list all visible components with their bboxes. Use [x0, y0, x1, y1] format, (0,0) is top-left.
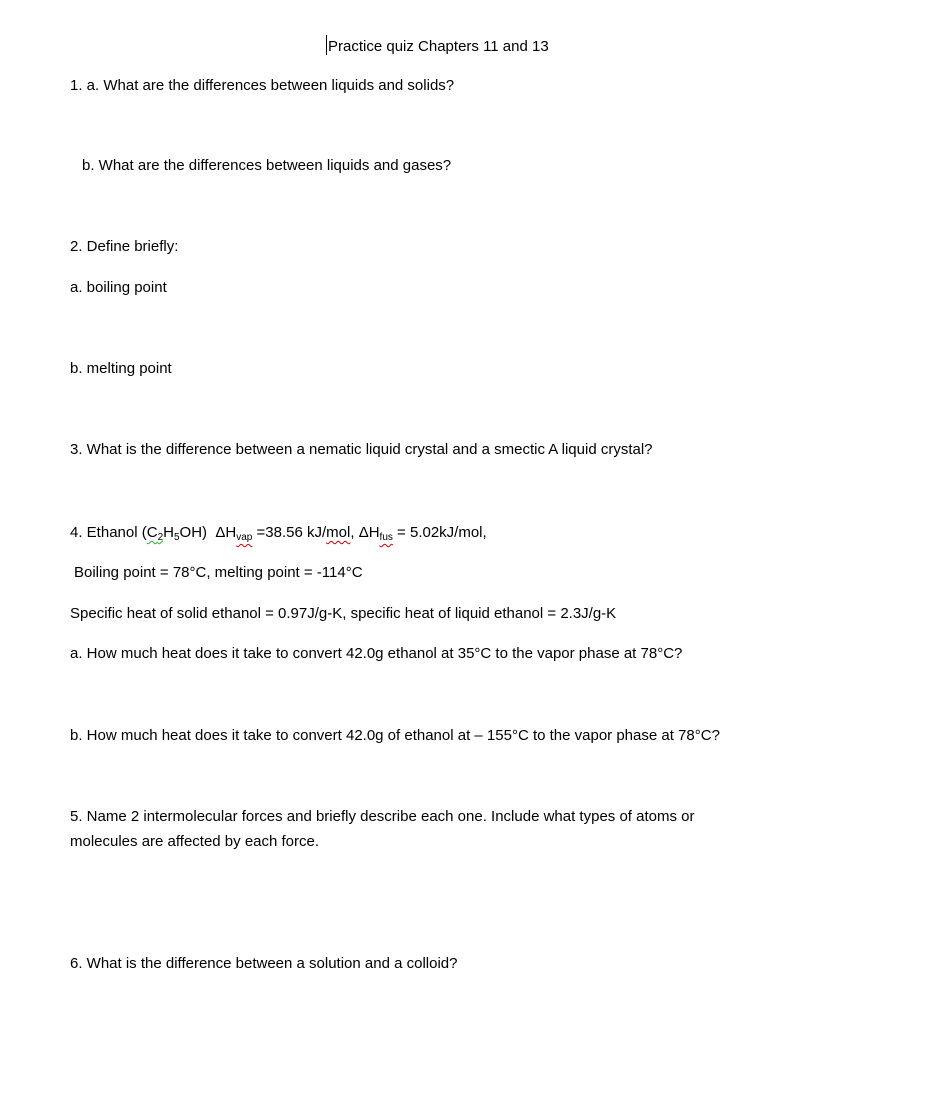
- question-5-line2: molecules are affected by each force.: [70, 833, 320, 850]
- dh-fus-symbol: ΔH: [358, 524, 380, 541]
- question-2b: b. melting point: [70, 360, 172, 377]
- mol-unit: mol: [326, 524, 351, 541]
- question-2a: a. boiling point: [70, 279, 167, 296]
- question-4b: b. How much heat does it take to convert 42.0g of ethanol at – 155°C to the vapor phase at 78°C?: [70, 727, 720, 744]
- dh-fus-value: = 5.02kJ/mol,: [392, 524, 487, 541]
- document-title: [326, 35, 549, 56]
- dh-vap-symbol: ΔH: [215, 524, 237, 541]
- question-6: 6. What is the difference between a solution and a colloid?: [70, 955, 458, 972]
- dh-vap-sub: vap: [236, 532, 253, 543]
- q4-prefix: 4. Ethanol (: [70, 524, 147, 541]
- comma: ,: [350, 524, 359, 541]
- dh-vap: [215, 524, 252, 541]
- ethanol-formula: [147, 524, 163, 541]
- question-4a: a. How much heat does it take to convert 42.0g ethanol at 35°C to the vapor phase at 78°C?: [70, 645, 683, 662]
- question-4-header: [70, 524, 487, 542]
- formula-h: H: [163, 524, 174, 541]
- title-text: Practice quiz Chapters 11 and 13: [328, 38, 549, 55]
- question-3: 3. What is the difference between a nematic liquid crystal and a smectic A liquid crystal?: [70, 441, 653, 458]
- dh-fus-sub: fus: [379, 532, 393, 543]
- question-1a: 1. a. What are the differences between liquids and solids?: [70, 77, 455, 94]
- question-2: 2. Define briefly:: [70, 238, 179, 255]
- formula-c: C: [146, 524, 158, 541]
- formula-c-sub: 2: [157, 532, 164, 543]
- formula-h-sub: 5: [173, 532, 180, 543]
- question-4-points: Boiling point = 78°C, melting point = -114°C: [74, 564, 363, 581]
- formula-oh: OH): [179, 524, 208, 541]
- question-1b: b. What are the differences between liquids and gases?: [82, 157, 452, 174]
- dh-vap-value: =38.56 kJ/: [252, 524, 327, 541]
- text-cursor: [326, 35, 327, 55]
- question-5-line1: 5. Name 2 intermolecular forces and briefly describe each one. Include what types of atoms or: [70, 808, 695, 825]
- question-4-specific-heat: Specific heat of solid ethanol = 0.97J/g-K, specific heat of liquid ethanol = 2.3J/g-K: [70, 605, 617, 622]
